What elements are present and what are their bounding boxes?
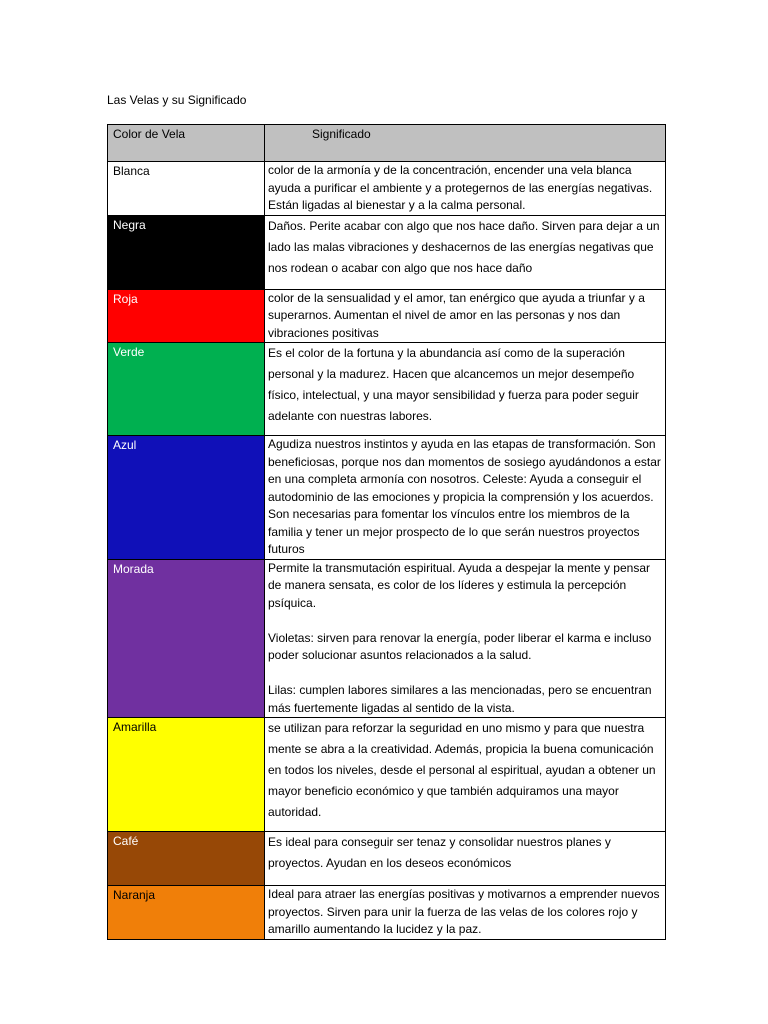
color-cell-verde: Verde — [108, 343, 265, 436]
table-row — [108, 162, 666, 216]
meaning-text: Permite la transmutación espiritual. Ayuda a despejar la mente y pensar de manera sensata, es color de los líderes y estimula la percepción psíquica. — [268, 560, 650, 610]
color-cell-amarilla: Amarilla — [108, 718, 265, 832]
document-title: Las Velas y su Significado — [107, 93, 247, 107]
meaning-text: Daños. Perite acabar con algo que nos hace daño. Sirven para dejar a un lado las malas vibraciones y deshacernos de las energías negativas que nos rodean o acabar con algo que nos hace daño — [268, 218, 660, 275]
meaning-cell-negra — [265, 215, 666, 289]
meaning-cell-roja — [265, 289, 666, 343]
meaning-text: Agudiza nuestros instintos y ayuda en las etapas de transformación. Son beneficiosas, porque nos dan momentos de sosiego ayudándonos a estar en una completa armonía con nosotros. Celeste: Ayuda a conseguir el autodominio de las emociones y propicia la comprensión y los acuerdos. Son necesarias para fomentar los vínculos entre los miembros de la familia y tener un mejor prospecto de lo que serán nuestros proyectos futuros — [268, 437, 661, 556]
meaning-text: color de la sensualidad y el amor, tan enérgico que ayuda a triunfar y a superarnos. Aumentan el nivel de amor en las personas y nos dan vibraciones positivas — [268, 290, 645, 340]
table-row — [108, 718, 666, 832]
color-cell-negra: Negra — [108, 215, 265, 289]
table-row — [108, 215, 666, 289]
color-cell-cafe: Café — [108, 832, 265, 886]
paragraph-spacer — [268, 665, 662, 683]
meaning-text: Lilas: cumplen labores similares a las mencionadas, pero se encuentran más fuertemente ligadas al sentido de la vista. — [268, 683, 652, 715]
color-cell-blanca: Blanca — [108, 162, 265, 216]
table-row — [108, 289, 666, 343]
meaning-cell-cafe — [265, 832, 666, 886]
color-cell-azul: Azul — [108, 436, 265, 560]
meaning-cell-naranja — [265, 886, 666, 940]
meaning-cell-azul — [265, 436, 666, 560]
meaning-cell-morada — [265, 559, 666, 718]
table-row — [108, 559, 666, 718]
header-color: Color de Vela — [108, 125, 265, 162]
meaning-cell-blanca — [265, 162, 666, 216]
table-row — [108, 436, 666, 560]
table-row — [108, 832, 666, 886]
meaning-text: Ideal para atraer las energías positivas y motivarnos a emprender nuevos proyectos. Sirven para unir la fuerza de las velas de los colores rojo y amarillo aumentando la lucidez y la paz. — [268, 887, 660, 936]
candle-meaning-table — [107, 124, 666, 940]
meaning-text: color de la armonía y de la concentración, encender una vela blanca ayuda a purificar el ambiente y a protegernos de las energías negativas. Están ligadas al bienestar y a la calma personal. — [268, 163, 653, 212]
meaning-text: Es ideal para conseguir ser tenaz y consolidar nuestros planes y proyectos. Ayudan en los deseos económicos — [268, 835, 611, 870]
meaning-text: se utilizan para reforzar la seguridad en uno mismo y para que nuestra mente se abra a la creatividad. Además, propicia la buena comunicación en todos los niveles, desde el personal al espiritual, ayudan a obtener un mayor beneficio económico y que también adquiramos una mayor autoridad. — [268, 721, 656, 819]
meaning-cell-amarilla — [265, 718, 666, 832]
table-header-row — [108, 125, 666, 162]
color-cell-naranja: Naranja — [108, 886, 265, 940]
meaning-cell-verde — [265, 343, 666, 436]
meaning-text: Es el color de la fortuna y la abundancia así como de la superación personal y la madurez. Hacen que alcancemos un mejor desempeño físico, intelectual, y una mayor sensibilidad y fuerza para poder seguir adelante con nuestras labores. — [268, 346, 639, 423]
paragraph-spacer — [268, 612, 662, 630]
color-cell-roja: Roja — [108, 289, 265, 343]
table-row — [108, 886, 666, 940]
header-meaning: Significado — [265, 125, 666, 162]
meaning-text: Violetas: sirven para renovar la energía, poder liberar el karma e incluso poder solucionar asuntos relacionados a la salud. — [268, 630, 652, 662]
color-cell-morada: Morada — [108, 559, 265, 718]
table-row — [108, 343, 666, 436]
